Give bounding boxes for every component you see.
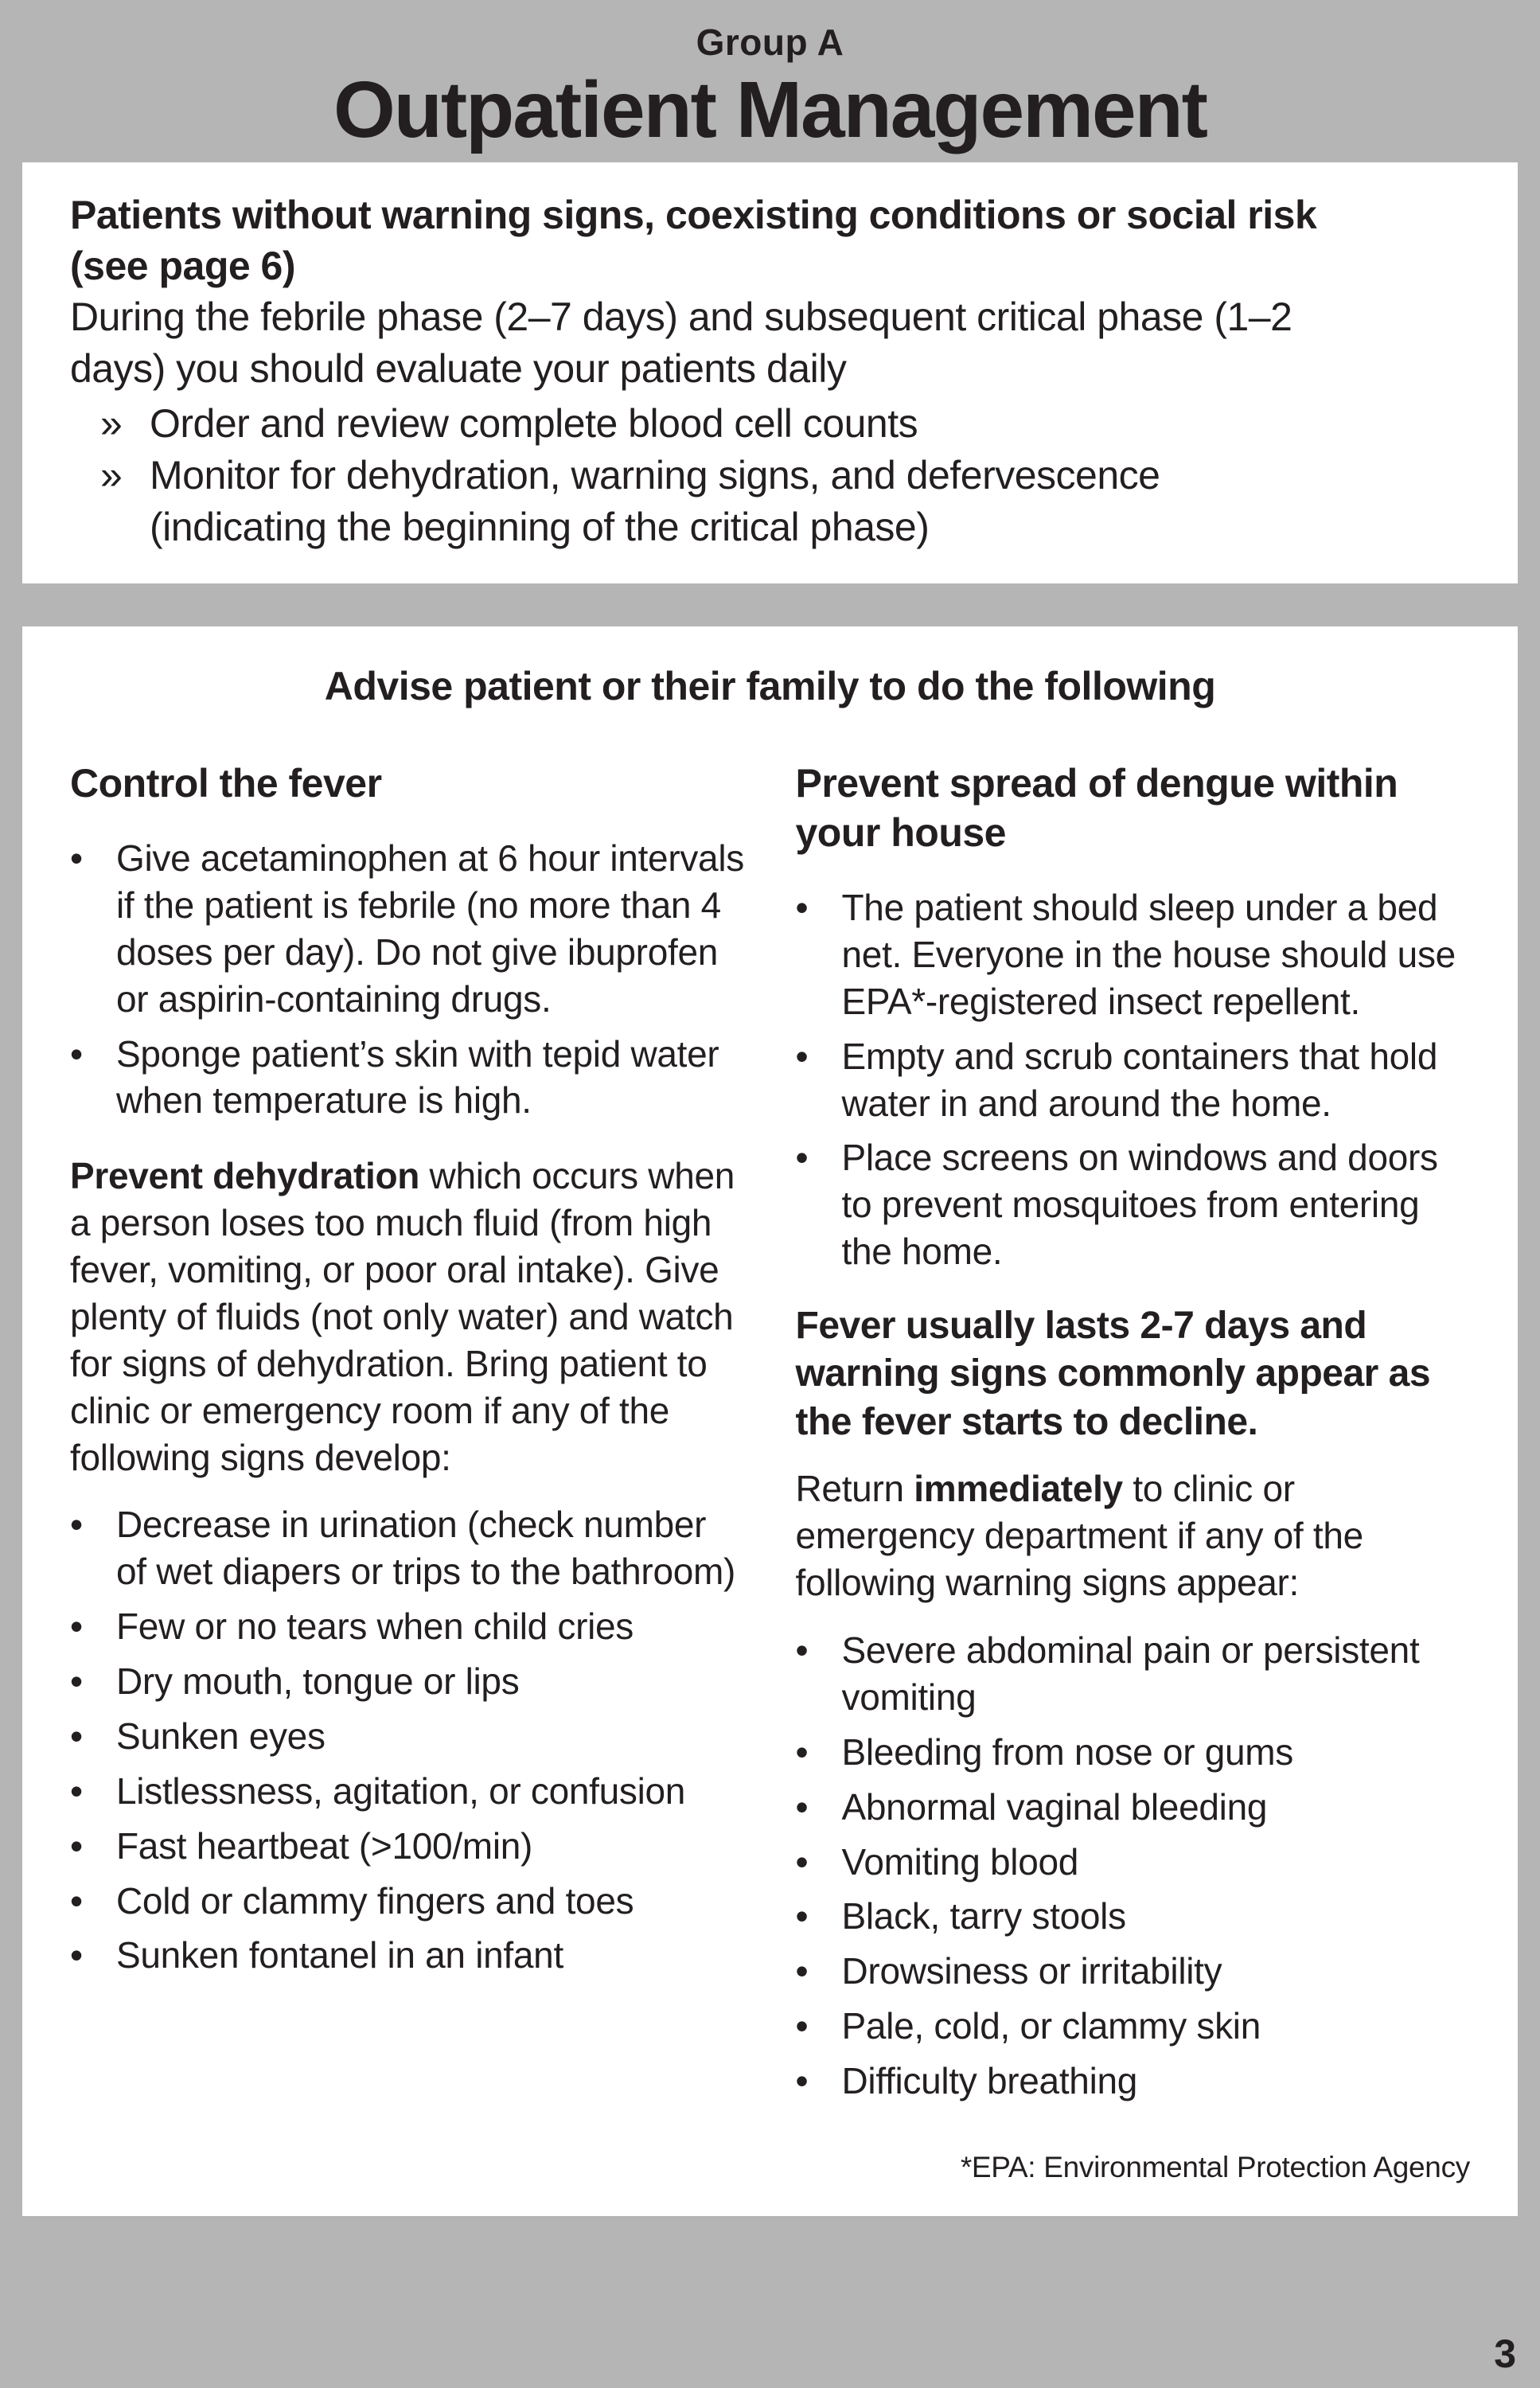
intro-heading: Patients without warning signs, coexisting conditions or social risk (see page 6) xyxy=(70,193,1317,288)
list-item-text: Vomiting blood xyxy=(841,1840,1079,1883)
prevent-spread-heading: Prevent spread of dengue within your house xyxy=(795,761,1398,855)
prevent-dehydration-lead: Prevent dehydration xyxy=(70,1155,420,1197)
dot-bullet-marker: • xyxy=(795,1035,809,1077)
dot-bullet-marker: • xyxy=(70,1879,83,1922)
dot-bullet-marker: • xyxy=(70,1660,83,1702)
fever-duration-note: Fever usually lasts 2-7 days and warning signs commonly appear as the fever starts to decline. xyxy=(795,1305,1431,1443)
dot-bullet-marker: • xyxy=(795,2060,809,2102)
list-item-text: Place screens on windows and doors to prevent mosquitoes from entering the home. xyxy=(841,1137,1438,1273)
list-item-text: Give acetaminophen at 6 hour intervals if the patient is febrile (no more than 4 doses per day). Do not give ibuprofen or aspirin-containing drugs. xyxy=(116,837,744,1020)
dot-bullet-marker: • xyxy=(795,1785,809,1828)
chevron-bullet-marker: » xyxy=(100,453,123,498)
list-item xyxy=(70,1603,745,1650)
control-fever-list xyxy=(70,835,745,1124)
dot-bullet-marker: • xyxy=(795,887,809,928)
list-item-text: Dry mouth, tongue or lips xyxy=(116,1660,520,1702)
list-item xyxy=(70,1501,745,1595)
dot-bullet-marker: • xyxy=(70,1824,83,1867)
intro-body: During the febrile phase (2–7 days) and subsequent critical phase (1–2 days) you should evaluate your patients daily xyxy=(70,295,1292,391)
right-column xyxy=(796,759,1471,2184)
page-header xyxy=(0,0,1540,154)
list-item xyxy=(796,1784,1471,1831)
return-instruction xyxy=(796,1465,1471,1606)
list-item xyxy=(796,1839,1471,1886)
list-item-text: Sponge patient’s skin with tepid water when temperature is high. xyxy=(116,1032,719,1122)
epa-footnote: *EPA: Environmental Protection Agency xyxy=(960,2150,1470,2183)
list-item-text: Severe abdominal pain or persistent vomiting xyxy=(841,1629,1420,1718)
dot-bullet-marker: • xyxy=(70,1934,83,1976)
dot-bullet-marker: • xyxy=(70,837,83,879)
list-item xyxy=(796,1893,1471,1940)
list-item xyxy=(70,1823,745,1870)
list-item-text: Empty and scrub containers that hold water in and around the home. xyxy=(841,1035,1438,1124)
return-instruction-pre: Return xyxy=(795,1468,914,1510)
chevron-bullet-marker: » xyxy=(100,401,123,446)
dot-bullet-marker: • xyxy=(70,1032,83,1075)
list-item-text: Difficulty breathing xyxy=(841,2060,1138,2102)
list-item-text: Sunken fontanel in an infant xyxy=(116,1934,563,1976)
advice-heading: Advise patient or their family to do the following xyxy=(324,664,1216,708)
list-item xyxy=(70,1713,745,1760)
left-column xyxy=(70,759,745,2184)
list-item-text: Fast heartbeat (>100/min) xyxy=(116,1824,533,1867)
list-item-text: Listlessness, agitation, or confusion xyxy=(116,1770,686,1812)
list-item-text: Pale, cold, or clammy skin xyxy=(841,2005,1261,2047)
dot-bullet-marker: • xyxy=(70,1770,83,1812)
list-item-text: Decrease in urination (check number of wet diapers or trips to the bathroom) xyxy=(116,1504,736,1593)
list-item-text: Monitor for dehydration, warning signs, and defervescence (indicating the beginning of the critical phase) xyxy=(150,453,1160,549)
warning-signs-list xyxy=(796,1627,1471,2105)
list-item-text: Sunken eyes xyxy=(116,1715,326,1757)
return-instruction-bold: immediately xyxy=(914,1468,1123,1510)
dot-bullet-marker: • xyxy=(795,2005,809,2047)
list-item xyxy=(796,884,1471,1025)
intro-bullet-list xyxy=(70,398,1470,553)
group-label: Group A xyxy=(696,21,844,63)
return-instruction-post: to clinic or emergency department if any of the following warning signs appear: xyxy=(795,1468,1363,1604)
list-item xyxy=(70,1658,745,1705)
list-item-text: Cold or clammy fingers and toes xyxy=(116,1879,634,1922)
prevent-spread-list xyxy=(796,884,1471,1275)
list-item-text: Black, tarry stools xyxy=(841,1895,1126,1937)
dot-bullet-marker: • xyxy=(795,1895,809,1937)
advice-box xyxy=(22,626,1518,2216)
list-item-text: Drowsiness or irritability xyxy=(841,1950,1222,1992)
dot-bullet-marker: • xyxy=(70,1715,83,1757)
list-item xyxy=(796,1134,1471,1275)
dot-bullet-marker: • xyxy=(795,1840,809,1883)
dehydration-signs-list xyxy=(70,1501,745,1979)
list-item xyxy=(796,2003,1471,2050)
dot-bullet-marker: • xyxy=(70,1504,83,1546)
list-item xyxy=(70,1932,745,1979)
dot-bullet-marker: • xyxy=(795,1137,809,1179)
list-item-text: The patient should sleep under a bed net. Everyone in the house should use EPA*-registered insect repellent. xyxy=(841,887,1456,1022)
list-item xyxy=(100,450,1470,553)
list-item xyxy=(796,1729,1471,1776)
list-item-text: Order and review complete blood cell counts xyxy=(150,401,918,446)
list-item xyxy=(796,1033,1471,1127)
list-item xyxy=(70,1768,745,1815)
dot-bullet-marker: • xyxy=(795,1731,809,1773)
prevent-dehydration-text: which occurs when a person loses too much fluid (from high fever, vomiting, or poor oral intake). Give plenty of fluids (not only water) and watch for signs of dehydration. Bring patient to clinic or emergency room if any of the following signs develop: xyxy=(70,1155,735,1478)
prevent-dehydration-paragraph xyxy=(70,1153,745,1481)
advice-columns xyxy=(70,759,1470,2184)
intro-box xyxy=(22,162,1518,583)
list-item-text: Bleeding from nose or gums xyxy=(841,1731,1293,1773)
list-item xyxy=(796,1948,1471,1995)
list-item xyxy=(796,2058,1471,2105)
page-number: 3 xyxy=(1494,2331,1516,2376)
list-item xyxy=(70,835,745,1023)
list-item xyxy=(100,398,1470,450)
list-item xyxy=(796,1627,1471,1721)
list-item xyxy=(70,1878,745,1925)
page-title: Outpatient Management xyxy=(333,65,1207,154)
list-item xyxy=(70,1031,745,1125)
list-item-text: Abnormal vaginal bleeding xyxy=(841,1785,1268,1828)
dot-bullet-marker: • xyxy=(795,1629,809,1672)
dot-bullet-marker: • xyxy=(70,1606,83,1648)
control-fever-heading: Control the fever xyxy=(70,761,382,806)
list-item-text: Few or no tears when child cries xyxy=(116,1606,634,1648)
dot-bullet-marker: • xyxy=(795,1950,809,1992)
